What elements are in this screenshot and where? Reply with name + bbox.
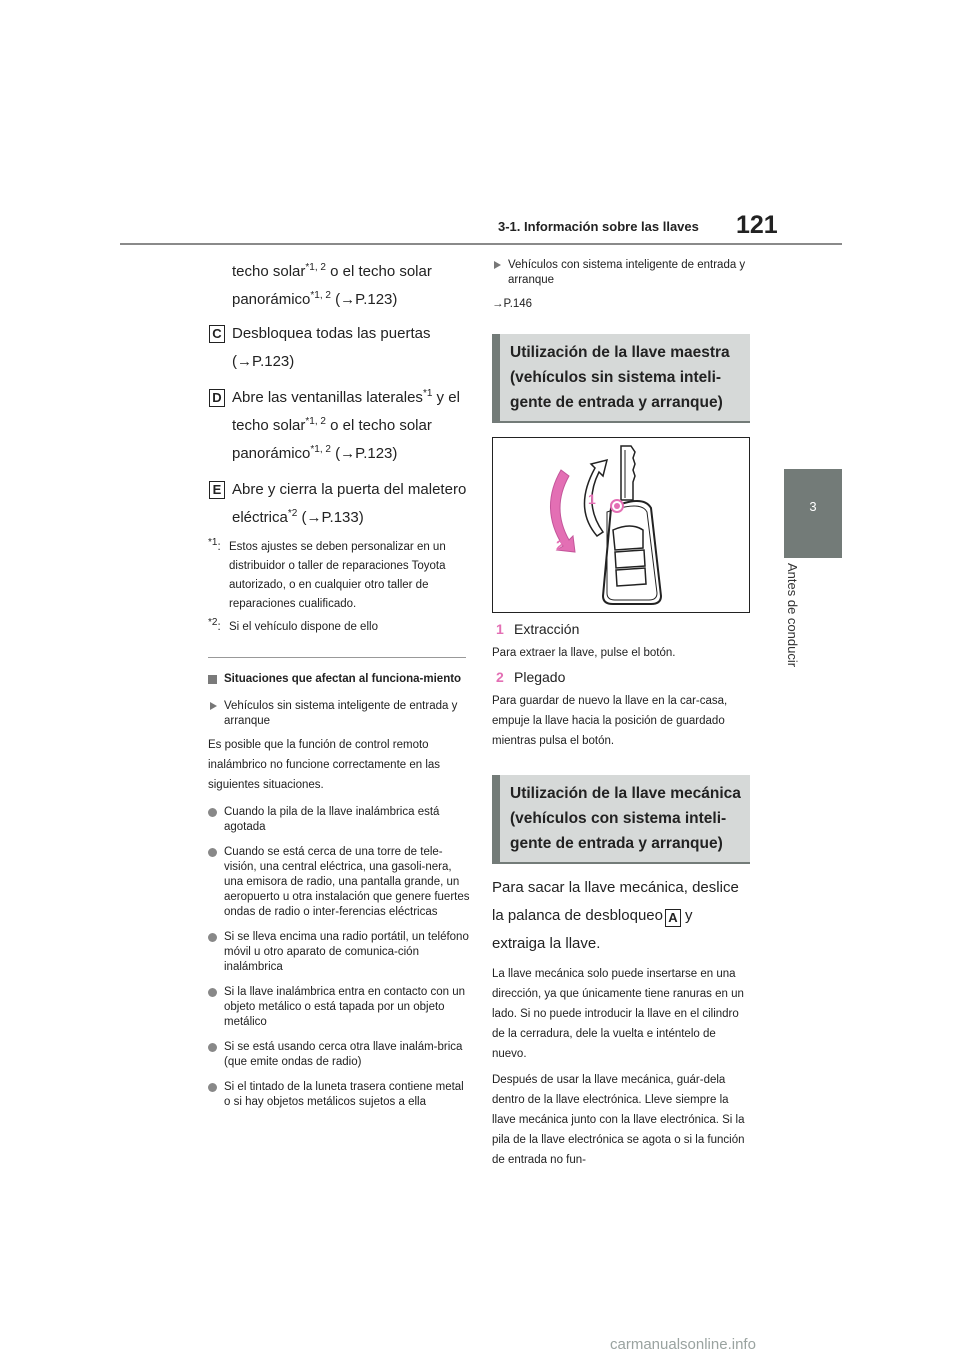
letter-a-box: A [665, 909, 681, 927]
footnote-1: $^{*1}$: Estos ajustes se deben personalizar en un distribuidor o taller de reparaciones Toyota autorizado, o en cualquier otro taller de reparaciones cualificado. [208, 537, 446, 610]
page-reference[interactable]: →P.146 [492, 298, 533, 310]
condition-smart-key: Vehículos con sistema inteligente de entrada y arranque [492, 258, 750, 288]
letter-c-box: C [209, 325, 225, 343]
chapter-label: Antes de conducir [785, 563, 800, 668]
footnote-2: $^{*2}$: Si el vehículo dispone de ello [208, 617, 378, 633]
step-1: 1 Extracción [496, 621, 580, 637]
letter-e-box: E [209, 481, 225, 499]
letter-d-box: D [209, 389, 225, 407]
condition-no-smart-key: Vehículos sin sistema inteligente de entrada y arranque [208, 699, 470, 729]
step-1-description: Para extraer la llave, pulse el botón. [492, 647, 676, 659]
mechanical-key-instruction: Para sacar la llave mecánica, deslice la palanca de desbloqueo A y extraiga la llave. [492, 879, 739, 952]
lead-line-2: panorámico$^{*1, 2}$ (→P.123) [232, 290, 398, 308]
list-item: Si el tintado de la luneta trasera contiene metal o si hay objetos metálicos sujetos a ella [208, 1080, 470, 1110]
page-number: 121 [736, 211, 778, 239]
list-item: Si se lleva encima una radio portátil, un teléfono móvil u otro aparato de comunica-ción inalámbrica [208, 930, 470, 975]
right-column [492, 258, 750, 1170]
subheading: Situaciones que afectan al funciona-miento [208, 672, 470, 687]
list-item: Si la llave inalámbrica entra en contacto con un objeto metálico o está tapada por un objeto metálico [208, 985, 470, 1030]
list-item: Cuando la pila de la llave inalámbrica está agotada [208, 805, 470, 835]
mechanical-key-paragraph-2: Después de usar la llave mecánica, guár-dela dentro de la llave electrónica. Lleve siempre la llave mecánica junto con la llave electrónica. Si la pila de la llave electrónica se agota o si la función de entrada no fun- [492, 1074, 745, 1166]
step-2-description: Para guardar de nuevo la llave en la car-casa, empuje la llave hacia la posición de guardado mientras pulsa el botón. [492, 695, 728, 747]
item-e: E Abre y cierra la puerta del maletero eléctrica$^{*2}$ (→P.133) [208, 476, 470, 532]
chapter-number: 3 [809, 499, 817, 514]
section-divider [208, 657, 466, 658]
figure-label-1: 1 [588, 491, 596, 507]
mechanical-key-paragraph-1: La llave mecánica solo puede insertarse en una dirección, ya que únicamente tiene ranuras en un lado. Si no puede introducir la llave en el cilindro de la cerradura, dele la vuelta e inténtelo de nuevo. [492, 968, 744, 1060]
section-heading-master-key: Utilización de la llave maestra (vehículos sin sistema inteli-gente de entrada y arranque) [492, 334, 750, 423]
item-d: D Abre las ventanillas laterales$^{*1}$ y el techo solar$^{*1, 2}$ o el techo solar panorámico$^{*1, 2}$ (→P.123) [208, 384, 470, 468]
section-heading-mechanical-key: Utilización de la llave mecánica (vehículos con sistema inteli-gente de entrada y arranque) [492, 775, 750, 864]
figure-label-2: 2 [556, 537, 564, 553]
step-2: 2 Plegado [496, 669, 566, 685]
list-item: Si se está usando cerca otra llave inalám-brica (que emite ondas de radio) [208, 1040, 470, 1070]
left-column [208, 258, 470, 1110]
key-illustration [492, 437, 750, 613]
item-c: C Desbloquea todas las puertas (→P.123) [208, 320, 470, 376]
lead-line-1: techo solar$^{*1, 2}$ o el techo solar [232, 262, 432, 280]
list-item: Cuando se está cerca de una torre de tele-visión, una central eléctrica, una gasoli-nera, una emisora de radio, una pantalla grande, un aeropuerto u otra instalación que genere fuertes ondas de radio o inter-ferencias eléctricas [208, 845, 470, 920]
intro-paragraph: Es posible que la función de control remoto inalámbrico no funcione correctamente en las siguientes situaciones. [208, 739, 441, 791]
folding-key-icon [493, 438, 748, 611]
header-rule [120, 243, 842, 245]
section-title: 3-1. Información sobre las llaves [498, 219, 699, 234]
watermark: carmanualsonline.info [610, 1336, 756, 1353]
chapter-tab[interactable] [784, 469, 842, 558]
